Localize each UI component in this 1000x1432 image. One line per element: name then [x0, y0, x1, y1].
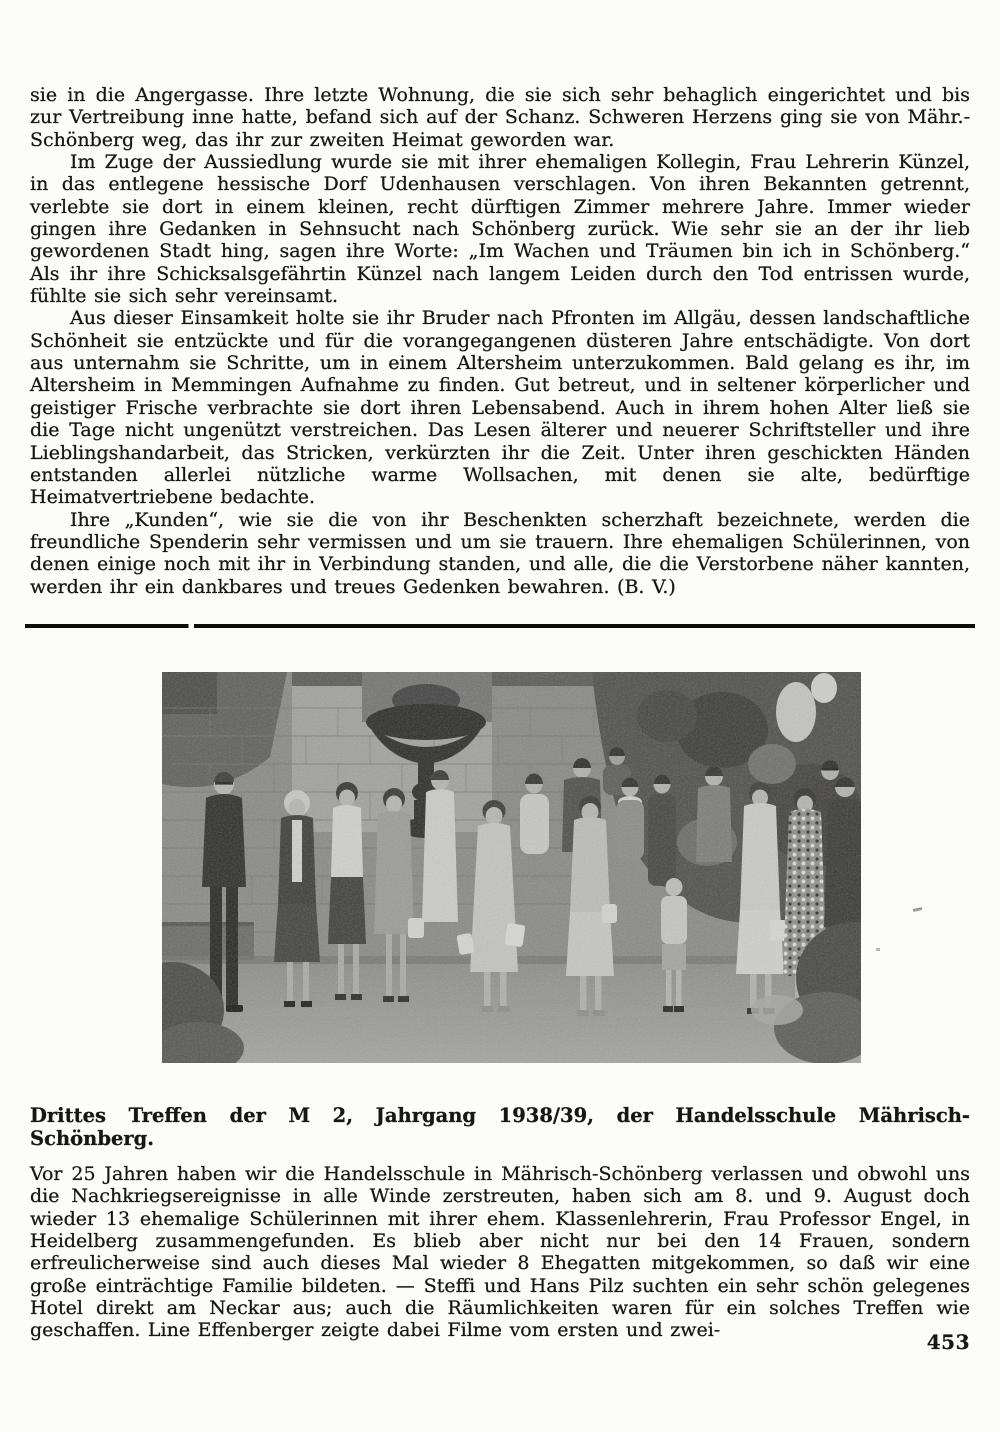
section-divider-rule: [25, 624, 975, 628]
paragraph: Vor 25 Jahren haben wir die Handelsschule in Mährisch-Schönberg verlassen und obwohl uns die Nachkriegsereignisse in alle Winde zerstreuten, haben sich am 8. und 9. August doch wieder 13 ehemalige Schülerinnen mit ihrer ehem. Klassenlehrerin, Frau Professor Engel, in Heidelberg zusammengefunden. Es blieb aber nicht nur bei den 14 Frauen, sondern erfreulicherweise sind auch dieses Mal wieder 8 Ehegatten mitgekommen, so daß wir eine große einträchtige Familie bildeten. — Steffi und Hans Pilz suchten ein sehr schön gelegenes Hotel direkt am Neckar aus; auch die Räumlichkeiten waren für ein solches Treffen wie geschaffen. Line Effenberger zeigte dabei Filme vom ersten und zwei-: [30, 1163, 970, 1342]
paragraph: sie in die Angergasse. Ihre letzte Wohnung, die sie sich sehr behaglich eingerichtet und bis zur Vertreibung inne hatte, befand sich auf der Schanz. Schweren Herzens ging sie von Mähr.-Schönberg weg, das ihr zur zweiten Heimat geworden war.: [30, 84, 970, 151]
article-heading: Drittes Treffen der M 2, Jahrgang 1938/39, der Handelsschule Mährisch-Schönberg.: [30, 1104, 970, 1150]
reunion-article-block: [30, 1104, 970, 1342]
page-number: 453: [926, 1330, 970, 1354]
paragraph: Aus dieser Einsamkeit holte sie ihr Bruder nach Pfronten im Allgäu, dessen landschaftliche Schönheit sie entzückte und für die vorangegangenen düsteren Jahre entschädigte. Von dort aus unternahm sie Schritte, um in einem Altersheim unterzukommen. Bald gelang es ihr, im Altersheim in Memmingen Aufnahme zu finden. Gut betreut, und in seltener körperlicher und geistiger Frische verbrachte sie dort ihren Lebensabend. Auch in ihrem hohen Alter ließ sie die Tage nicht ungenützt verstreichen. Das Lesen älterer und neuerer Schriftsteller und ihre Lieblingshandarbeit, das Stricken, verkürzten ihr die Zeit. Unter ihren geschickten Händen entstanden allerlei nützliche warme Wollsachen, mit denen sie alte, bedürftige Heimatvertriebene bedachte.: [30, 307, 970, 509]
group-photo-image: [162, 672, 861, 1063]
group-photo: [162, 672, 861, 1063]
scan-speck: [876, 948, 880, 951]
obituary-text-block: [30, 84, 970, 598]
paragraph: Ihre „Kunden“, wie sie die von ihr Beschenkten scherzhaft bezeichnete, werden die freundliche Spenderin sehr vermissen und um sie trauern. Ihre ehemaligen Schülerinnen, von denen einige noch mit ihr in Verbindung standen, und alle, die die Verstorbene näher kannten, werden ihr ein dankbares und treues Gedenken bewahren. (B. V.): [30, 508, 970, 598]
scan-speck: [913, 907, 922, 912]
paragraph: Im Zuge der Aussiedlung wurde sie mit ihrer ehemaligen Kollegin, Frau Lehrerin Künzel, in das entlegene hessische Dorf Udenhausen verschlagen. Von ihren Bekannten getrennt, verlebte sie dort in einem kleinen, recht dürftigen Zimmer mehrere Jahre. Immer wieder gingen ihre Gedanken in Sehnsucht nach Schönberg zurück. Wie sehr sie an der ihr lieb gewordenen Stadt hing, sagen ihre Worte: „Im Wachen und Träumen bin ich in Schönberg.“ Als ihr ihre Schicksalsgefährtin Künzel nach langem Leiden durch den Tod entrissen wurde, fühlte sie sich sehr vereinsamt.: [30, 151, 970, 308]
